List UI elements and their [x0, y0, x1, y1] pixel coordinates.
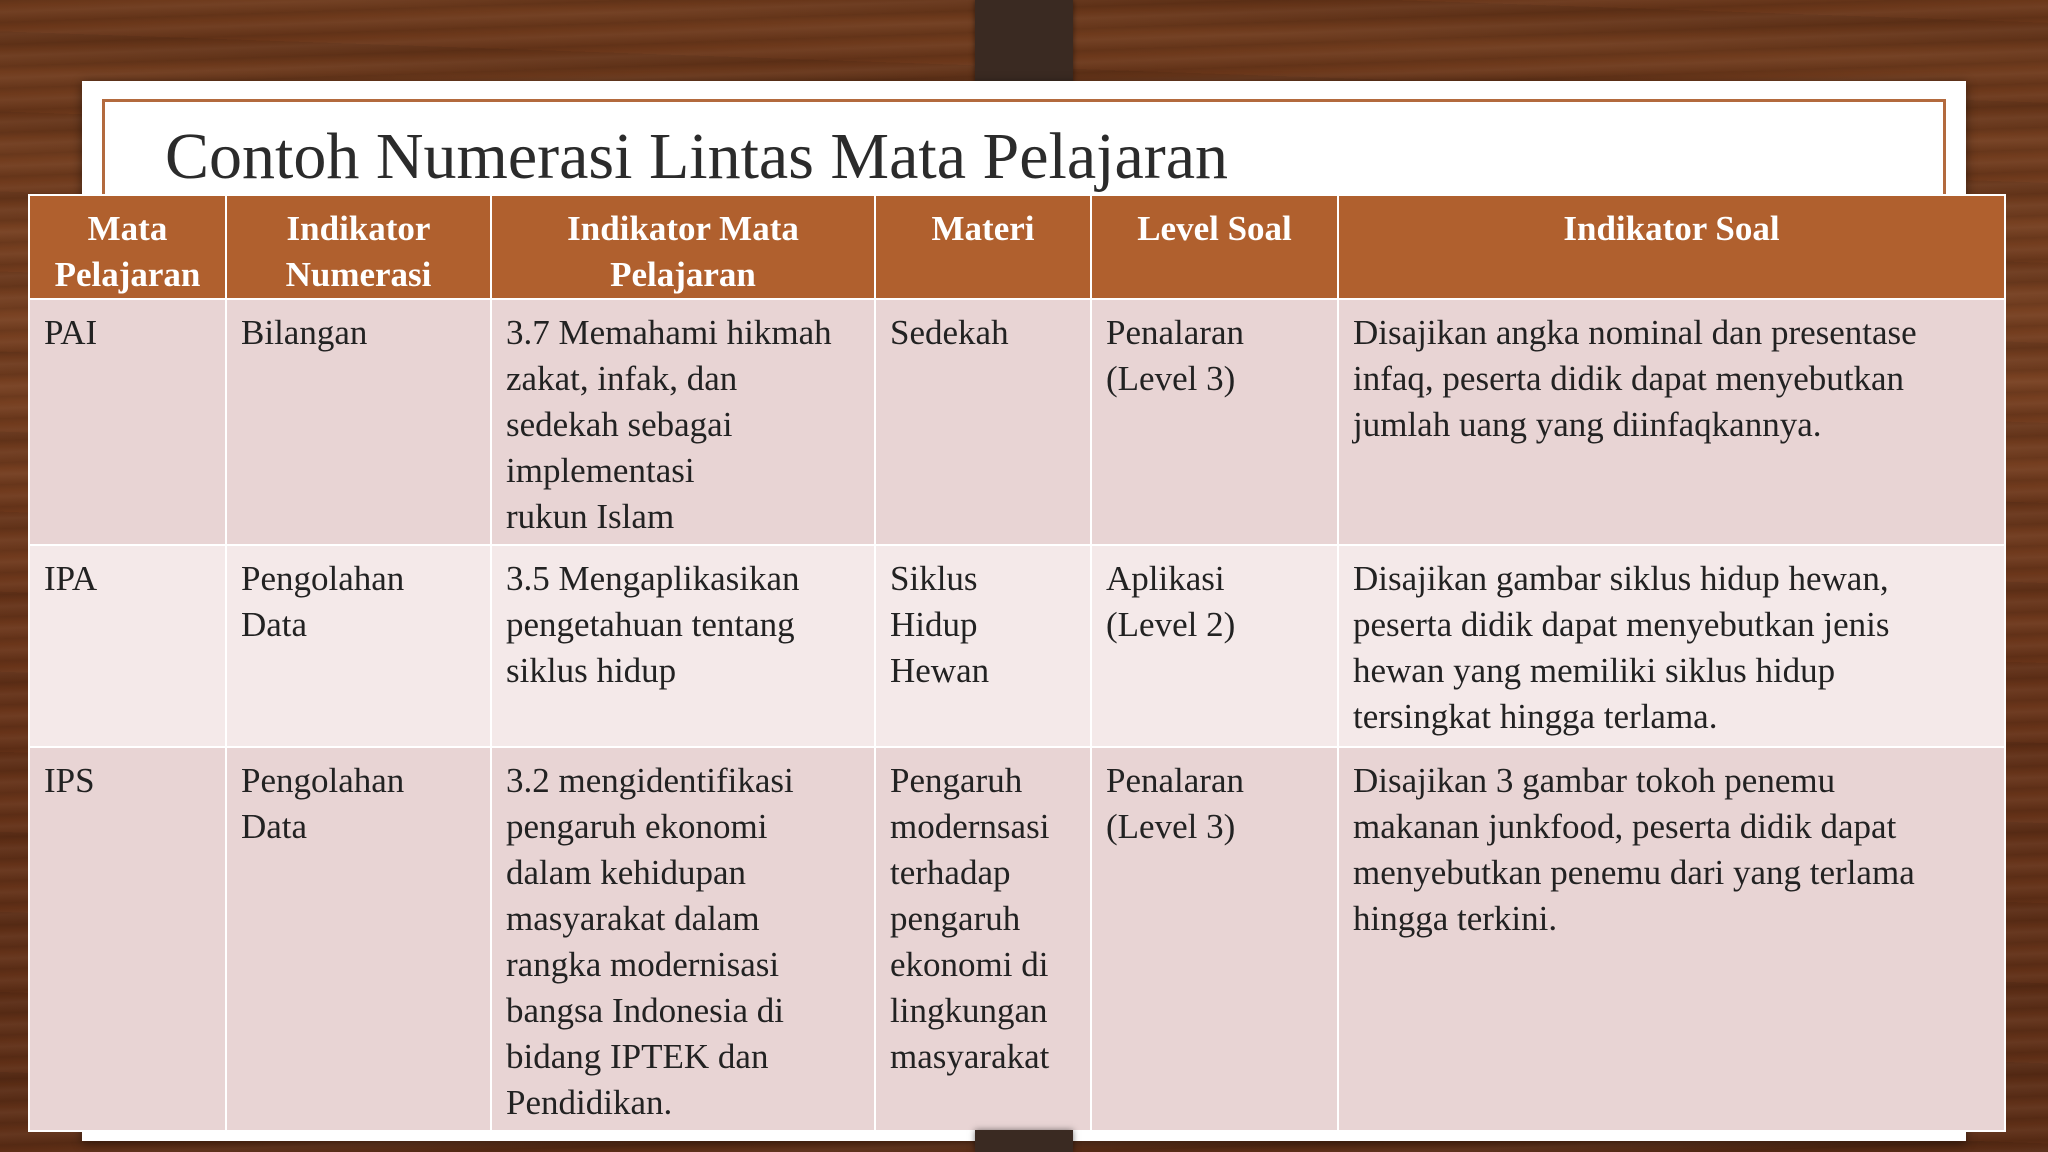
cell-materi: Pengaruh modernsasi terhadap pengaruh ekonomi di lingkungan masyarakat	[875, 747, 1091, 1131]
cell-indikator-soal: Disajikan 3 gambar tokoh penemu makanan junkfood, peserta didik dapat menyebutkan penemu dari yang terlama hingga terkini.	[1338, 747, 2005, 1131]
table-header-row	[29, 195, 2005, 299]
numeracy-table	[28, 194, 2006, 1132]
table-row	[29, 299, 2005, 545]
table-row	[29, 747, 2005, 1131]
cell-indikator-soal: Disajikan gambar siklus hidup hewan, peserta didik dapat menyebutkan jenis hewan yang memiliki siklus hidup tersingkat hingga terlama.	[1338, 545, 2005, 747]
cell-level-soal: Penalaran (Level 3)	[1091, 747, 1338, 1131]
cell-indikator-mapel: 3.7 Memahami hikmah zakat, infak, dan sedekah sebagai implementasi rukun Islam	[491, 299, 875, 545]
header-materi: Materi	[875, 195, 1091, 299]
header-indikator-mata-pelajaran: Indikator Mata Pelajaran	[491, 195, 875, 299]
header-level-soal: Level Soal	[1091, 195, 1338, 299]
cell-materi: Sedekah	[875, 299, 1091, 545]
cell-level-soal: Aplikasi (Level 2)	[1091, 545, 1338, 747]
cell-level-soal: Penalaran (Level 3)	[1091, 299, 1338, 545]
slide-title: Contoh Numerasi Lintas Mata Pelajaran	[165, 120, 1229, 193]
cell-mapel: IPS	[29, 747, 226, 1131]
cell-indikator-numerasi: Bilangan	[226, 299, 491, 545]
table-row	[29, 545, 2005, 747]
header-indikator-numerasi: Indikator Numerasi	[226, 195, 491, 299]
header-indikator-soal: Indikator Soal	[1338, 195, 2005, 299]
binder-strap-bottom	[975, 1130, 1073, 1152]
header-mata-pelajaran: Mata Pelajaran	[29, 195, 226, 299]
cell-indikator-mapel: 3.5 Mengaplikasikan pengetahuan tentang siklus hidup	[491, 545, 875, 747]
cell-indikator-soal: Disajikan angka nominal dan presentase infaq, peserta didik dapat menyebutkan jumlah uang yang diinfaqkannya.	[1338, 299, 2005, 545]
cell-mapel: PAI	[29, 299, 226, 545]
cell-mapel: IPA	[29, 545, 226, 747]
cell-indikator-mapel: 3.2 mengidentifikasi pengaruh ekonomi dalam kehidupan masyarakat dalam rangka modernisasi bangsa Indonesia di bidang IPTEK dan Pendidikan.	[491, 747, 875, 1131]
cell-materi: Siklus Hidup Hewan	[875, 545, 1091, 747]
cell-indikator-numerasi: Pengolahan Data	[226, 545, 491, 747]
cell-indikator-numerasi: Pengolahan Data	[226, 747, 491, 1131]
